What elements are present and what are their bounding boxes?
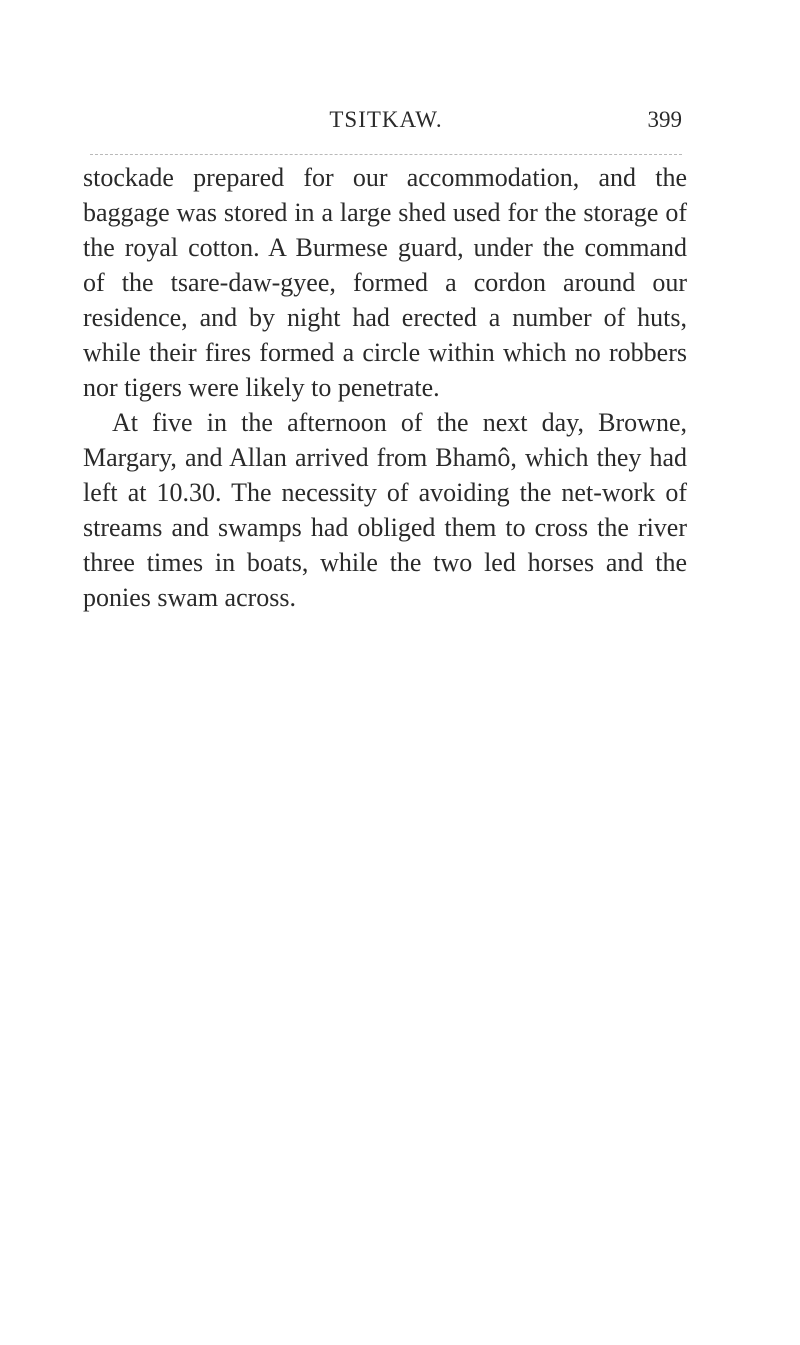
paragraph-continued: stockade prepared for our accommodation, and the baggage was stored in a large shed used for the storage of the royal cotton. A Burmese guard, under the command of the tsare-daw-gyee, formed a cordon around our residence, and by night had erected a number of huts, while their fires formed a circle within which no robbers nor tigers were likely to penetrate. bbox=[83, 163, 687, 402]
running-title: TSITKAW. bbox=[329, 107, 443, 132]
page-number: 399 bbox=[647, 107, 682, 132]
header-rule bbox=[90, 154, 682, 155]
running-head bbox=[90, 104, 682, 136]
paragraph-arrival: At five in the afternoon of the next day, Browne, Margary, and Allan arrived from Bhamô, which they had left at 10.30. The necessity of avoiding the net-work of streams and swamps had obliged them to cross the river three times in boats, while the two led horses and the ponies swam across. bbox=[83, 408, 687, 612]
body-text bbox=[83, 160, 687, 615]
